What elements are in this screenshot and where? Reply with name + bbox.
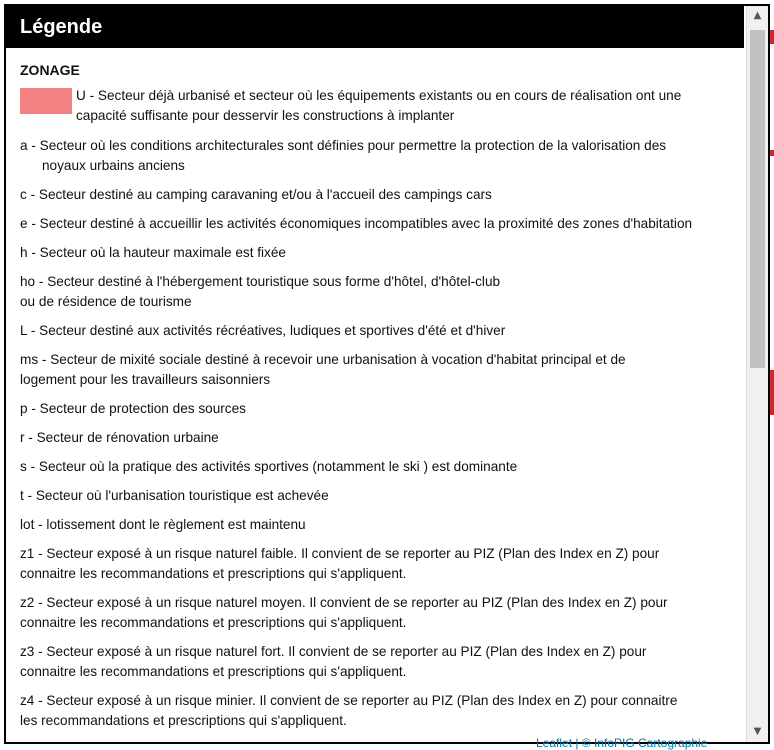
map-edge — [770, 0, 774, 744]
legend-item: lot - lotissement dont le règlement est maintenu — [20, 517, 306, 532]
legend-item: s - Secteur où la pratique des activités sportives (notamment le ski ) est dominante — [20, 459, 518, 474]
legend-item-u — [20, 86, 744, 126]
legend-item: z4 - Secteur exposé à un risque minier. Il convient de se reporter au PIZ (Plan des Index en Z) pour connaitre les recommandations et prescriptions qui s'appliquent. — [20, 693, 678, 728]
legend-item: r - Secteur de rénovation urbaine — [20, 430, 219, 445]
legend-item: L - Secteur destiné aux activités récréatives, ludiques et sportives d'été et d'hiver — [20, 323, 506, 338]
legend-title: Légende — [6, 6, 744, 48]
color-swatch — [20, 88, 72, 114]
vertical-scrollbar[interactable] — [746, 6, 768, 742]
legend-item: z3 - Secteur exposé à un risque naturel fort. Il convient de se reporter au PIZ (Plan des Index en Z) pour connaitre les recommandations et prescriptions qui s'appliquent. — [20, 644, 647, 679]
scroll-down-icon[interactable]: ▼ — [753, 726, 762, 737]
legend-item: p - Secteur de protection des sources — [20, 401, 246, 416]
legend-item: e - Secteur destiné à accueillir les activités économiques incompatibles avec la proximité des zones d'habitation — [20, 216, 693, 231]
map-edge-mark — [770, 30, 774, 44]
legend-item: h - Secteur où la hauteur maximale est fixée — [20, 245, 286, 260]
map-edge-mark — [770, 150, 774, 156]
legend-item: t - Secteur où l'urbanisation touristique est achevée — [20, 488, 329, 503]
legend-item: ms - Secteur de mixité sociale destiné à recevoir une urbanisation à vocation d'habitat principal et de logement pour les travailleurs saisonniers — [20, 352, 626, 387]
legend-body[interactable] — [6, 48, 744, 742]
legend-items — [20, 136, 744, 731]
legend-item-label: U - Secteur déjà urbanisé et secteur où les équipements existants ou en cours de réalisation ont une capacité suffisante pour desservir les constructions à implanter — [76, 88, 682, 123]
legend-item: c - Secteur destiné au camping caravaning et/ou à l'accueil des campings cars — [20, 187, 492, 202]
legend-item: ho - Secteur destiné à l'hébergement touristique sous forme d'hôtel, d'hôtel-club ou de résidence de tourisme — [20, 274, 501, 309]
legend-item: z2 - Secteur exposé à un risque naturel moyen. Il convient de se reporter au PIZ (Plan des Index en Z) pour connaitre les recommandations et prescriptions qui s'appliquent. — [20, 595, 668, 630]
map-edge-mark — [770, 370, 774, 415]
section-title: ZONAGE — [20, 62, 80, 78]
scroll-thumb[interactable] — [750, 30, 765, 368]
legend-panel — [4, 4, 770, 744]
legend-item: a - Secteur où les conditions architecturales sont définies pour permettre la protection de la valorisation des noyaux urbains anciens — [20, 138, 667, 173]
legend-item: z1 - Secteur exposé à un risque naturel faible. Il convient de se reporter au PIZ (Plan des Index en Z) pour connaitre les recommandations et prescriptions qui s'appliquent. — [20, 546, 660, 581]
map-attribution[interactable]: Leaflet | © InfoPIG Cartographie — [536, 736, 708, 750]
scroll-up-icon[interactable]: ▲ — [753, 10, 762, 21]
